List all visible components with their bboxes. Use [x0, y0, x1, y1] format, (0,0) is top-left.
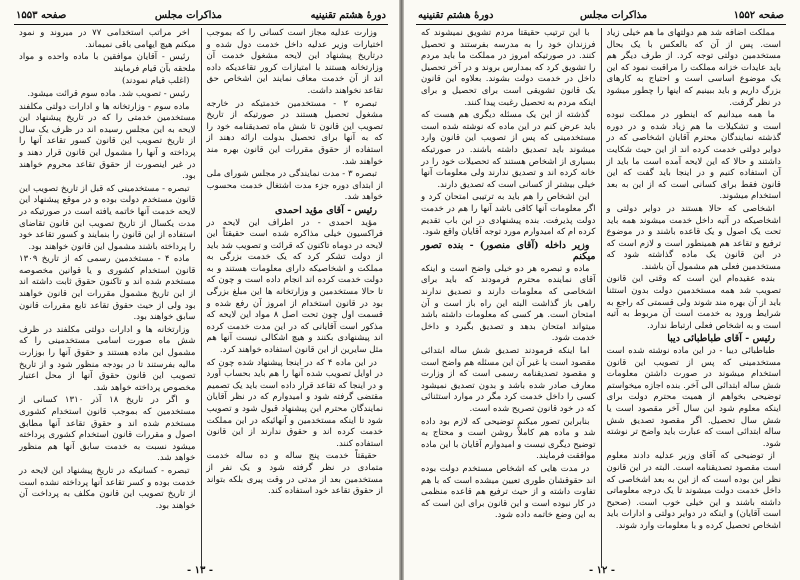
paragraph: رئیس - آقایان موافقین با ماده واحده و مواد ملحقه بآن قیام فرمایند: [19, 52, 196, 74]
paragraph: در مدت هایی که اشخاص مستخدم دولت بوده اند حقوقشان طوری تعیین میشده است که با هم تفاوت داشته و از حیث ترفیع هم قاعده منظمی در کار نبوده است و این قانون برای این است که به این وضع خاتمه داده شود.: [421, 463, 596, 521]
paragraph: تبصره ۳ - مدت نمایندگی در مجلس شورای ملی از ابتدای دوره جزء مدت اشتغال خدمت محسوب خواهد شد.: [206, 169, 383, 203]
paragraph: اما اینکه فرمودند تصدیق شش ساله ابتدائی مقصود است یا غیر آن این مسئله هم واضح است و مقصود تصدیقنامه رسمی است که از وزارت معارف صادر شده باشد و بدون تصدیق نمیشود کسی را داخل خدمت کرد مگر در موارد استثنائی که در خود قانون تصریح شده است.: [421, 346, 596, 414]
paragraph: طباطبائی دیبا - در این ماده نوشته شده است مستخدمینی که پس از تصویب این قانون استخدام میشوند در صورت داشتن معلومات شش ساله ابتدائی الی آخر. بنده اجازه میخواستم توضیحی بخواهم از همیت محترم دولت برای اینکه معلوم شود این سال آخر مقصود است یا شش سال تحصیل. اگر مقصود تصدیق شش ساله ابتدائی است که عبارت باید واضح تر نوشته شود.: [606, 346, 781, 449]
paragraph: وزارتخانه ها و ادارات دولتی مکلفند در ظرف شش ماه صورت اسامی مستخدمینی را که مشمول این ماده هستند و حقوق آنها را بوزارت مالیه بفرستند تا در بودجه منظور شود و از تاریخ تصویب این قانون حقوق آنها از محل اعتبار مخصوص پرداخته خواهد شد.: [19, 324, 196, 393]
left-page-columns: [14, 28, 388, 568]
paragraph: گذشته از این یک مسئله دیگری هم هست که باید عرض کنم در این ماده که نوشته شده است مستخدمینی که پس از تصویب این قانون وارد میشوند باید تصدیق داشته باشند. در صورتیکه بسیاری از اشخاص هستند که تحصیلات خود را در خانه کرده اند و تصدیق ندارند ولی معلومات آنها خیلی بیشتر از کسانی است که تصدیق دارند.: [421, 110, 596, 190]
paragraph: بنابراین تصور میکنم توضیحی که لازم بود داده شد و ماده هم کاملاً روشن است و محتاج به توضیح دیگری نیست و امیدوارم آقایان با این ماده موافقت فرمایند.: [421, 416, 596, 462]
paragraph: حقیقتاً خدمت پنج ساله و ده ساله خدمت متمادی در نظر گرفته شود و یک نفر از مستخدمین بعد از مدتی در وقت پیری بلکه بتواند از حقوق تقاعد خود استفاده کند.: [206, 451, 383, 497]
paragraph: تبصره ۲ - مستخدمین خدمتیکه در خارجه مشغول تحصیل هستند در صورتیکه از تاریخ تصویب این قانون تا شش ماه تصدیقنامه خود را که به آنها برای تحصیل بدولت ارائه دهند از استفاده از حقوق مقررات این قانون بهره مند خواهند شد.: [206, 98, 383, 167]
speaker-heading: وزیر داخله (آقای منصور) - بنده تصور میکنم: [421, 239, 596, 263]
paragraph: با این ترتیب حقیقتاً مردم تشویق نمیشوند که فرزندان خود را به مدرسه بفرستند و تحصیل کنند. در صورتیکه امروز در مملکت ما باید مردم را تشویق کرد که بمدارس بروند و در آخر تحصیل داخل در خدمت دولت بشوند. بعلاوه این قانون یک قانون تشویقی است برای تحصیل و برای اینکه مردم به تحصیل رغبت پیدا کنند.: [421, 28, 596, 108]
journal-title: مذاکرات مجلس: [579, 9, 648, 21]
journal-issue: دورهٔ هشتم تقنینیه: [310, 9, 386, 21]
journal-title: مذاکرات مجلس: [154, 9, 223, 21]
right-page-columns: [416, 28, 786, 568]
paragraph: ماده سوم - وزارتخانه ها و ادارات دولتی مکلفند مستخدمین خدمتی را که در تاریخ پیشنهاد این لایحه به این مجلس رسیده اند در ظرف یک سال از تاریخ تصویب این قانون کسور تقاعد آنها را پرداخته و آنها را مشمول این قانون قرار دهند و در غیر اینصورت از حقوق تقاعد محروم خواهند بود.: [19, 101, 196, 182]
journal-issue: دورهٔ هشتم تقنینیه: [418, 9, 494, 21]
right-page: [404, 0, 800, 580]
paragraph: در این ماده ۴ که در اینجا پیشنهاد شده چون که در اوایل تصویب شده آنها را هم باید بحساب آورد و در اینجا که تقاعد قرار داده است باید یک تصمیم مقتضی گرفته شود و امیدوارم که در نظر آقایان نمایندگان محترم این پیشنهاد قبول شود و تصویب شود تا اینکه مستخدمین و آنهائیکه در این مملکت خدمت کرده اند و حقوق ندارند از این قانون استفاده کنند.: [206, 357, 383, 449]
paragraph: ماده ۴ - مستخدمین رسمی که از تاریخ ۱۳۰۹ قانون استخدام کشوری و یا قوانین مخصوصه مستخدم شده اند و تاکنون حقوق ثابت داشته اند از این تاریخ مشمول مقررات این قانون خواهند بود ولی از حیث حقوق تقاعد تابع مقررات قانون سابق خواهند بود.: [19, 254, 196, 323]
page-footer-number: - ۱۲ -: [588, 565, 615, 576]
paragraph: تبصره - مستخدمینی که قبل از تاریخ تصویب این قانون مستخدم دولت بوده و در موقع پیشنهاد این لایحه خدمت آنها خاتمه یافته است در صورتیکه در مدت یکسال از تاریخ تصویب این قانون تقاضای استفاده از این قانون را بنمایند و کسور تقاعد خود را پرداخته باشند مشمول این قانون خواهند بود.: [19, 183, 196, 252]
paragraph: ما همه میدانیم که اینطور در مملکت نبوده است و تشکیلات ما هم زیاد شده و در دوره گذشته نمایندگان محترم آقایان اشخاصی که در دوایر دولتی خدمت کرده اند از این حیث شکایت داشتند و حالا که این لایحه آمده است ما باید از آن استفاده کنیم و در اینجا باید گفت که این قانون فقط برای کسانی است که از این به بعد استخدام میشوند.: [606, 110, 781, 202]
paragraph: آخر مراتب استخدامی ۷۷ در میروند و نمود میکنم هیچ ایهامی باقی نمیماند.: [19, 28, 196, 50]
text-column-left: [14, 28, 202, 568]
paragraph: بنده عقیده‌ام این است که وقتی این قانون تصویب شد همه مستخدمین دولت بدون استثنا باید از آن بهره مند شوند ولی قسمتی که راجع به شرایط ورود به خدمت است آن مربوط به آتیه است و به اشخاص فعلی ارتباط ندارد.: [606, 274, 781, 331]
text-column-left: [416, 28, 602, 568]
text-column-right: [202, 28, 389, 568]
paragraph: مؤید احمدی - در اطراف این لایحه در فراکسیون خیلی مذاکره شده است حقیقتاً این لایحه در دوماه تاکنون که قرائت و تصویب شد باید از دولت تشکر کرد که یک خدمت بزرگی به مملکت و اشخاصیکه دارای معلومات هستند و به دولت خدمت کرده اند انجام داده است و چون که تا حالا مستخدمین و وزارتخانه ها این مبلغ بزرگی بود در قانون استخدام از امروز آن رفع شده و قسمت اول چون تحت اصل ۸ مواد این لایحه که مذکور است آقایانی که در این مدت خدمت کرده اند پیشنهادی بکنند و هیچ اشکالی نیست آنها هم مثل سایرین از این قانون استفاده خواهند کرد.: [206, 217, 383, 356]
paragraph: و اگر در تاریخ ۱۸ آذر ۱۳۱۰ کسانی از مستخدمین که بموجب قانون استخدام کشوری مستخدم شده اند و حقوق تقاعد آنها مطابق اصول و مقررات قانون استخدام کشوری پرداخته میشود نسبت به خدمت سابق آنها هم منظور خواهد شد.: [19, 395, 196, 464]
paragraph: مملکت اضافه شد هم دولتهای ما هم خیلی زیاد است. پس از آن که بالعکس با یک بحال مستخدمین دولتی توجه کرد. از طرف دیگر هم باید عایدات خزانه مملکت را مراقبت نمود که این یک موضوع اساسی است و احتیاج به کارهای بزرگ داریم و باید ببینیم که اینها را چطور میشود در نظر گرفت.: [606, 28, 781, 108]
paragraph: رئیس - تصویب شد. ماده سوم قرائت میشود.: [27, 88, 190, 99]
paragraph: این اشخاص را هم باید به ترتیبی امتحان کرد و اگر معلومات آنها کافی باشد آنها را هم در خدمت دولت پذیرفت. بنده پیشنهادی در این باب تقدیم کرده ام که امیدوارم مورد توجه آقایان واقع شود.: [421, 192, 596, 238]
paragraph: اشخاصی که حالا هستند در دوایر دولتی و اشخاصیکه در آتیه داخل خدمت میشوند همه باید تحت یک اصول و یک قاعده باشند و در موضوع ترفیع و تقاعد هم همینطور است و لازم است که در این قانون یک ماده گذاشته شود که مستخدمین فعلی هم مشمول آن باشند.: [606, 203, 781, 272]
right-page-header: [416, 8, 786, 25]
paragraph: (اغلب قیام نمودند): [121, 76, 190, 87]
paragraph: ماده و تبصره هر دو خیلی واضح است و اینکه آقای نماینده محترم فرمودند که باید برای اشخاصی که معلومات دارند و تصدیق ندارند راهی باز گذاشت البته این راه باز است و آن امتحان است. هر کسی که معلومات داشته باشد میتواند امتحان بدهد و تصدیق بگیرد و داخل خدمت شود.: [421, 263, 596, 344]
text-column-right: [602, 28, 787, 568]
page-number: صفحه ۱۵۵۲: [733, 9, 784, 21]
paragraph: تبصره - کسانیکه در تاریخ پیشنهاد این لایحه در خدمت بوده و کسر تقاعد آنها پرداخته نشده است از تاریخ تصویب این قانون مکلف به پرداخت آن خواهند بود.: [19, 465, 196, 511]
speaker-heading: رئیس - آقای مؤید احمدی: [275, 204, 377, 216]
page-footer-number: - ۱۳ -: [186, 565, 213, 576]
page-number: صفحه ۱۵۵۳: [16, 9, 67, 21]
paragraph: وزارت عدلیه مجاز است کسانی را که بموجب اختیارات وزیر عدلیه داخل خدمت دول شده و درتاریخ پیشنهاد این لایحه مشغول خدمت آن وزارتخانه هستند با امتیازات کرور تقاعدیکه داده اند از آن خدمت معاف نمایند این اشخاص حق تقاعد نخواهند داشت.: [206, 28, 383, 96]
speaker-heading: رئیس - آقای طباطبائی دیبا: [667, 333, 775, 345]
paragraph: از توضیحی که آقای وزیر عدلیه دادند معلوم است مقصود تصدیقنامه است. البته در این قانون نظر این بوده است که از این به بعد اشخاصی که داخل خدمت دولت میشوند تا یک درجه معلوماتی داشته باشند و این خیلی خوب است. (صحیح است آقایان) و اینکه در دوایر دولتی و ادارات باید اشخاص تحصیل کرده و با معلومات وارد شوند.: [606, 451, 781, 531]
left-page-header: [14, 8, 388, 25]
